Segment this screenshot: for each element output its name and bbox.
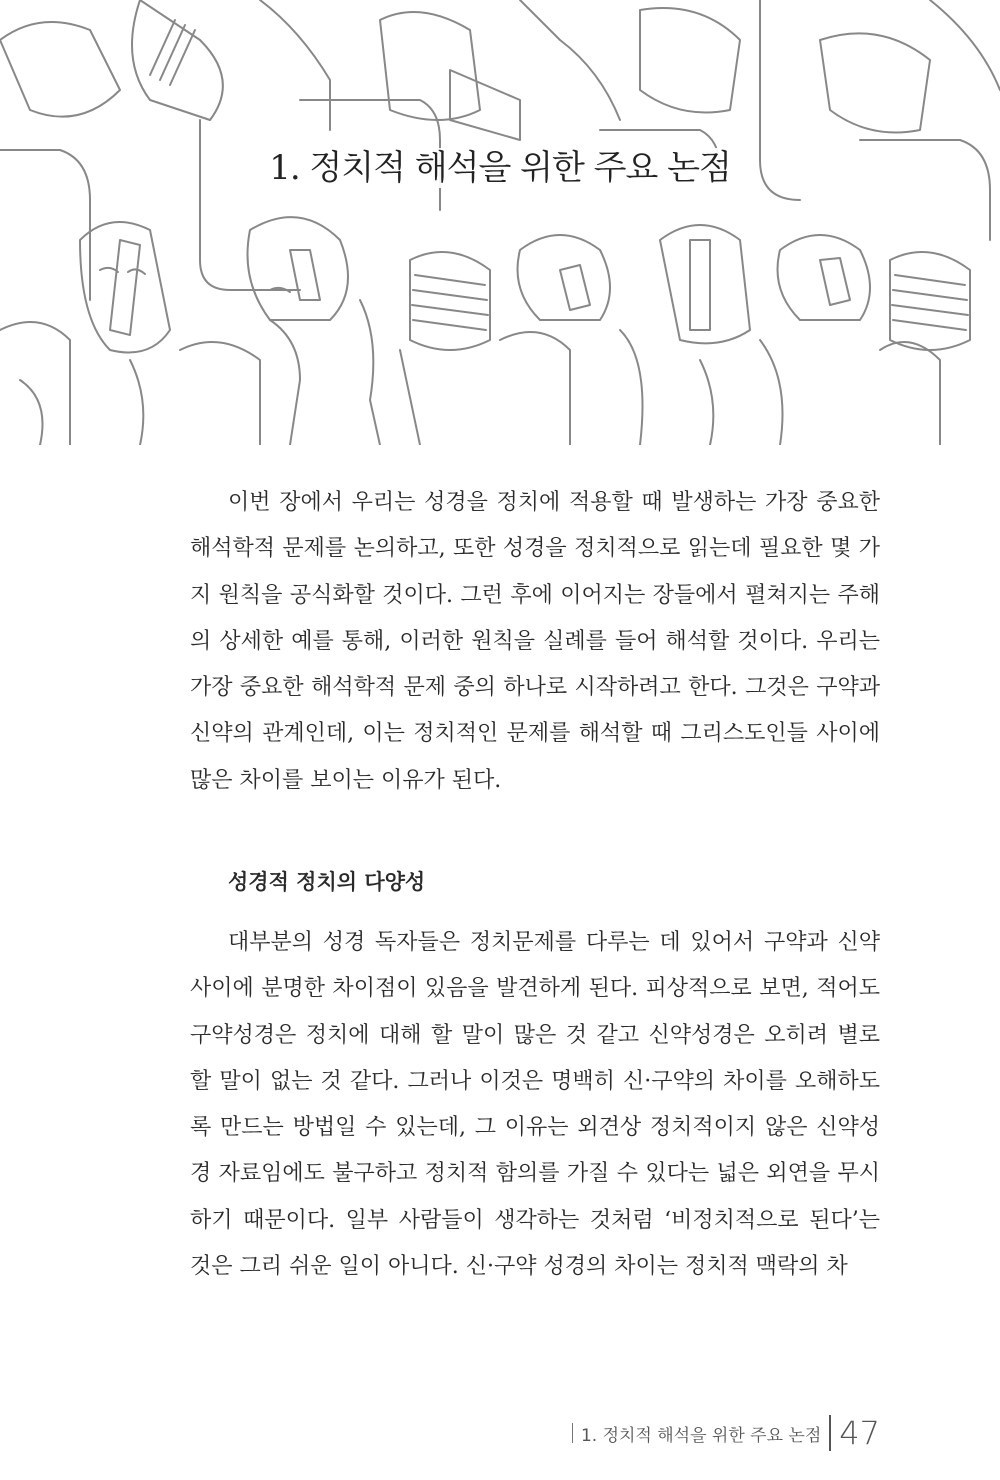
footer-divider: [572, 1423, 573, 1443]
chapter-title-text: 1. 정치적 해석을 위한 주요 논점: [255, 148, 745, 188]
footer-divider-tall: [829, 1415, 831, 1451]
chapter-title: [0, 138, 1000, 198]
page-number: 47: [839, 1414, 880, 1452]
header-illustration: [0, 0, 1000, 445]
running-title: 1. 정치적 해석을 위한 주요 논점: [580, 1425, 822, 1446]
intro-paragraph: 이번 장에서 우리는 성경을 정치에 적용할 때 발생하는 가장 중요한 해석학적 문제를 논의하고, 또한 성경을 정치적으로 읽는데 필요한 몇 가지 원칙을 공식화할 것이다. 그런 후에 이어지는 장들에서 펼쳐지는 주해의 상세한 예를 통해, 이러한 원칙을 실례를 들어 해석할 것이다. 우리는 가장 중요한 해석학적 문제 중의 하나로 시작하려고 한다. 그것은 구약과 신약의 관계인데, 이는 정치적인 문제를 해석할 때 그리스도인들 사이에 많은 차이를 보이는 이유가 된다.: [190, 490, 880, 793]
section-paragraph: 대부분의 성경 독자들은 정치문제를 다루는 데 있어서 구약과 신약 사이에 분명한 차이점이 있음을 발견하게 된다. 피상적으로 보면, 적어도 구약성경은 정치에 대해 할 말이 많은 것 같고 신약성경은 오히려 별로 할 말이 없는 것 같다. 그러나 이것은 명백히 신·구약의 차이를 오해하도록 만드는 방법일 수 있는데, 그 이유는 외견상 정치적이지 않은 신약성경 자료임에도 불구하고 정치적 함의를 가질 수 있다는 넓은 외연을 무시하기 때문이다. 일부 사람들이 생각하는 것처럼 ‘비정치적으로 된다’는 것은 그리 쉬운 일이 아니다. 신·구약 성경의 차이는 정치적 맥락의 차: [190, 930, 880, 1280]
section-heading: 성경적 정치의 다양성: [228, 870, 426, 894]
page-footer: [572, 1408, 880, 1458]
